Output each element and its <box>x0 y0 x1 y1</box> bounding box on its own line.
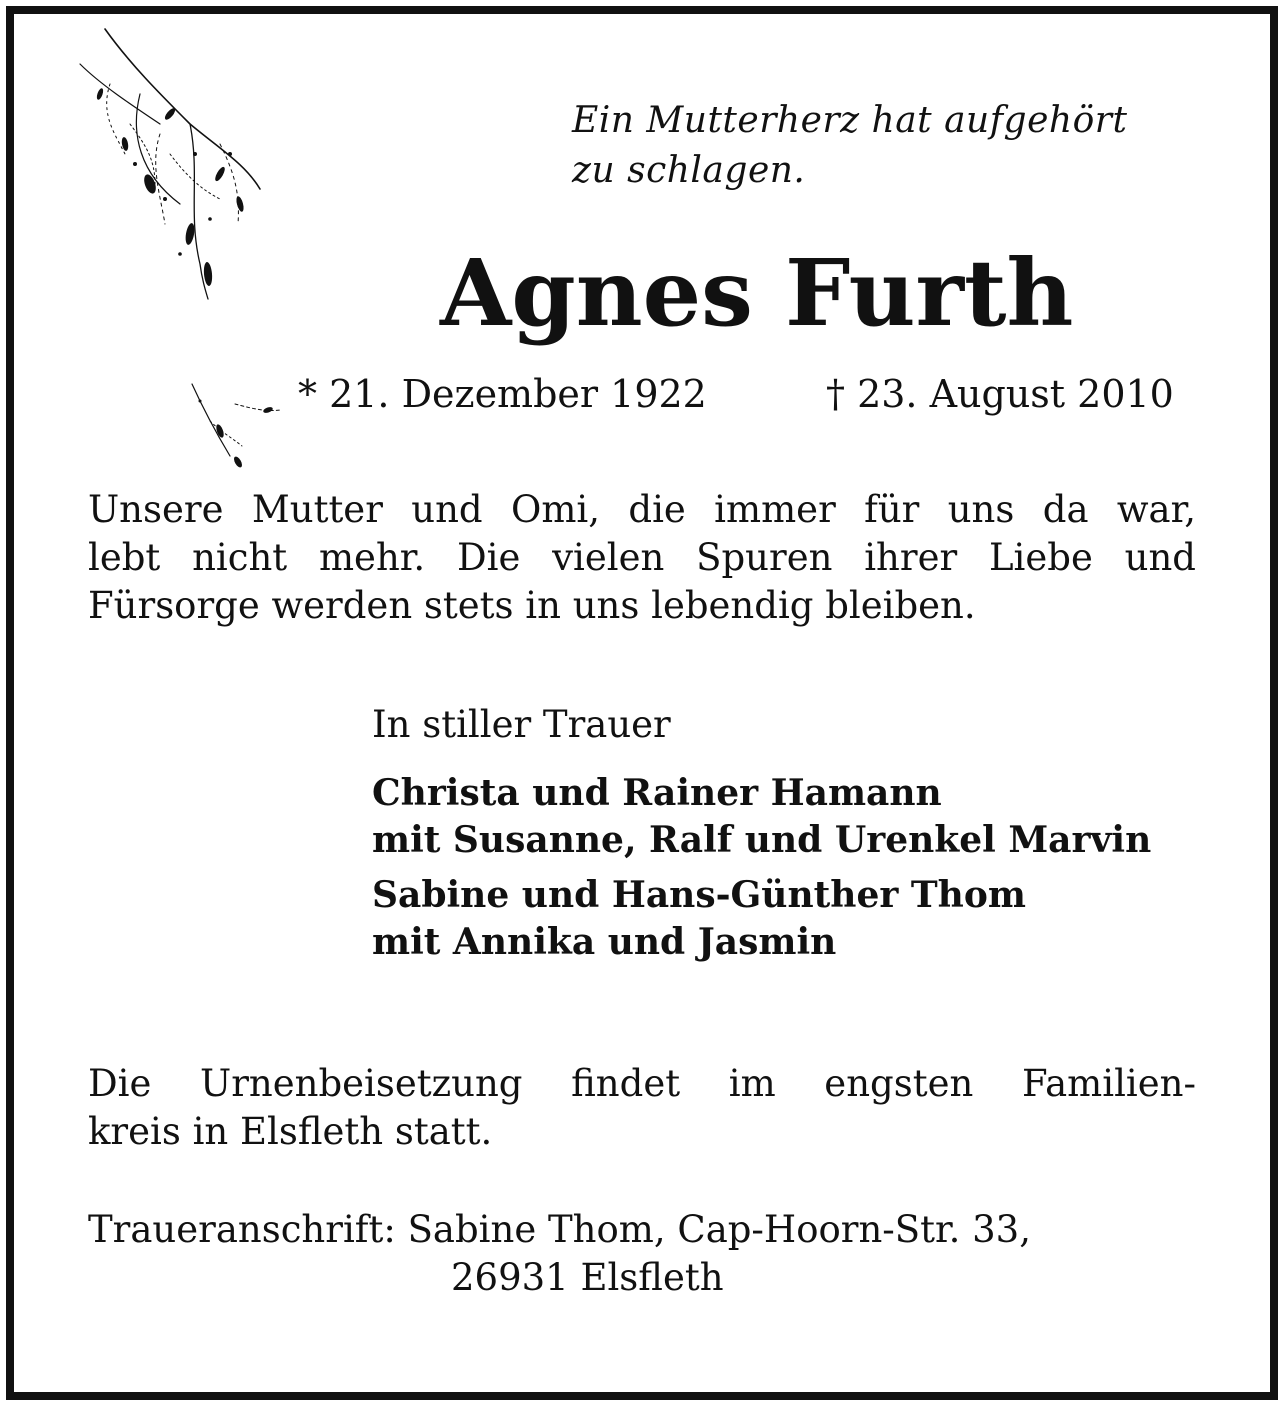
family-line: Christa und Rainer Hamann <box>372 772 942 814</box>
birth-date: * 21. Dezember 1922 <box>298 372 707 416</box>
family-separator <box>372 864 1232 872</box>
deceased-name: Agnes Furth <box>440 239 1074 347</box>
motto <box>572 96 1212 196</box>
death-date: † 23. August 2010 <box>826 372 1174 416</box>
birch-branch-icon <box>70 24 290 314</box>
intro-line: Fürsorge werden stets in uns lebendig bleiben. <box>88 584 976 627</box>
mourning-address <box>88 1206 1208 1302</box>
motto-line: zu schlagen. <box>572 150 806 191</box>
burial-line: kreis in Elsfleth statt. <box>88 1110 493 1153</box>
mourning-heading: In stiller Trauer <box>372 703 671 746</box>
address-line: Traueranschrift: Sabine Thom, Cap-Hoorn-Str. 33, <box>88 1208 1031 1251</box>
motto-line: Ein Mutterherz hat aufgehört <box>572 100 1128 141</box>
family-line: mit Annika und Jasmin <box>372 921 837 963</box>
family-line: mit Susanne, Ralf und Urenkel Marvin <box>372 819 1152 861</box>
burial-line: Die Urnenbeisetzung findet im engsten Familien- <box>88 1062 1196 1105</box>
burial-notice <box>88 1060 1196 1156</box>
intro-text <box>88 486 1196 630</box>
intro-line: Unsere Mutter und Omi, die immer für uns da war, <box>88 488 1196 531</box>
intro-line: lebt nicht mehr. Die vielen Spuren ihrer Liebe und <box>88 536 1196 579</box>
mourners-block <box>372 700 1232 966</box>
family-line: Sabine und Hans-Günther Thom <box>372 874 1026 916</box>
life-dates <box>0 368 1280 420</box>
address-line: 26931 Elsfleth <box>451 1256 724 1299</box>
